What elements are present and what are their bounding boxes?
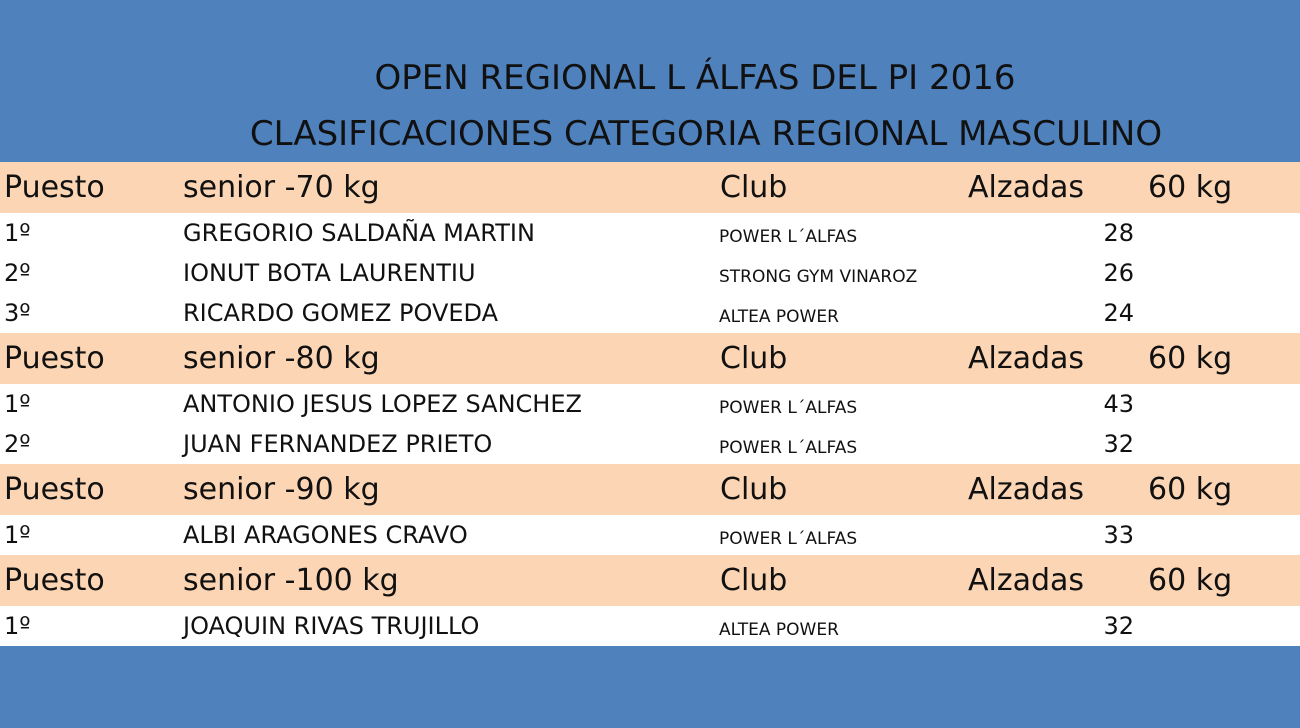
header-category: senior -100 kg [183, 563, 399, 598]
athlete-name-cell: JOAQUIN RIVAS TRUJILLO [183, 612, 480, 640]
place-cell: 2º [4, 259, 31, 287]
category-header-row [0, 162, 1300, 213]
header-weight: 60 kg [1148, 472, 1233, 507]
page-title: OPEN REGIONAL L ÁLFAS DEL PI 2016 [374, 58, 1016, 98]
header-weight: 60 kg [1148, 563, 1233, 598]
athlete-name-cell: GREGORIO SALDAÑA MARTIN [183, 219, 535, 247]
page-subtitle: CLASIFICACIONES CATEGORIA REGIONAL MASCULINO [249, 114, 1163, 154]
table-row [0, 515, 1300, 555]
club-cell: ALTEA POWER [719, 307, 839, 327]
header-puesto: Puesto [4, 472, 105, 507]
table-row [0, 606, 1300, 646]
club-cell: ALTEA POWER [719, 620, 839, 640]
alzadas-value-cell: 32 [1103, 612, 1134, 640]
category-header-row [0, 333, 1300, 384]
place-cell: 1º [4, 521, 31, 549]
club-cell: STRONG GYM VINAROZ [719, 267, 918, 287]
club-cell: POWER L´ALFAS [719, 438, 858, 458]
header-alzadas: Alzadas [968, 563, 1085, 598]
table-row [0, 384, 1300, 424]
athlete-name-cell: IONUT BOTA LAURENTIU [183, 259, 476, 287]
header-alzadas: Alzadas [968, 341, 1085, 376]
athlete-name-cell: JUAN FERNANDEZ PRIETO [183, 430, 493, 458]
alzadas-value-cell: 26 [1103, 259, 1134, 287]
category-header-row [0, 464, 1300, 515]
alzadas-value-cell: 32 [1103, 430, 1134, 458]
alzadas-value-cell: 33 [1103, 521, 1134, 549]
place-cell: 1º [4, 612, 31, 640]
place-cell: 3º [4, 299, 31, 327]
header-category: senior -90 kg [183, 472, 380, 507]
athlete-name-cell: ALBI ARAGONES CRAVO [183, 521, 468, 549]
table-row [0, 293, 1300, 333]
header-club: Club [720, 341, 788, 376]
header-alzadas: Alzadas [968, 472, 1085, 507]
table-row [0, 424, 1300, 464]
club-cell: POWER L´ALFAS [719, 398, 858, 418]
alzadas-value-cell: 43 [1103, 390, 1134, 418]
club-cell: POWER L´ALFAS [719, 529, 858, 549]
header-weight: 60 kg [1148, 170, 1233, 205]
club-cell: POWER L´ALFAS [719, 227, 858, 247]
table-row [0, 253, 1300, 293]
header-category: senior -70 kg [183, 170, 380, 205]
header-puesto: Puesto [4, 341, 105, 376]
header-weight: 60 kg [1148, 341, 1233, 376]
alzadas-value-cell: 28 [1103, 219, 1134, 247]
header-club: Club [720, 563, 788, 598]
header-alzadas: Alzadas [968, 170, 1085, 205]
header-puesto: Puesto [4, 170, 105, 205]
header-puesto: Puesto [4, 563, 105, 598]
place-cell: 2º [4, 430, 31, 458]
athlete-name-cell: RICARDO GOMEZ POVEDA [183, 299, 499, 327]
category-header-row [0, 555, 1300, 606]
alzadas-value-cell: 24 [1103, 299, 1134, 327]
header-club: Club [720, 170, 788, 205]
table-row [0, 213, 1300, 253]
results-table [0, 162, 1300, 646]
header-club: Club [720, 472, 788, 507]
place-cell: 1º [4, 390, 31, 418]
header-category: senior -80 kg [183, 341, 380, 376]
athlete-name-cell: ANTONIO JESUS LOPEZ SANCHEZ [183, 390, 582, 418]
place-cell: 1º [4, 219, 31, 247]
